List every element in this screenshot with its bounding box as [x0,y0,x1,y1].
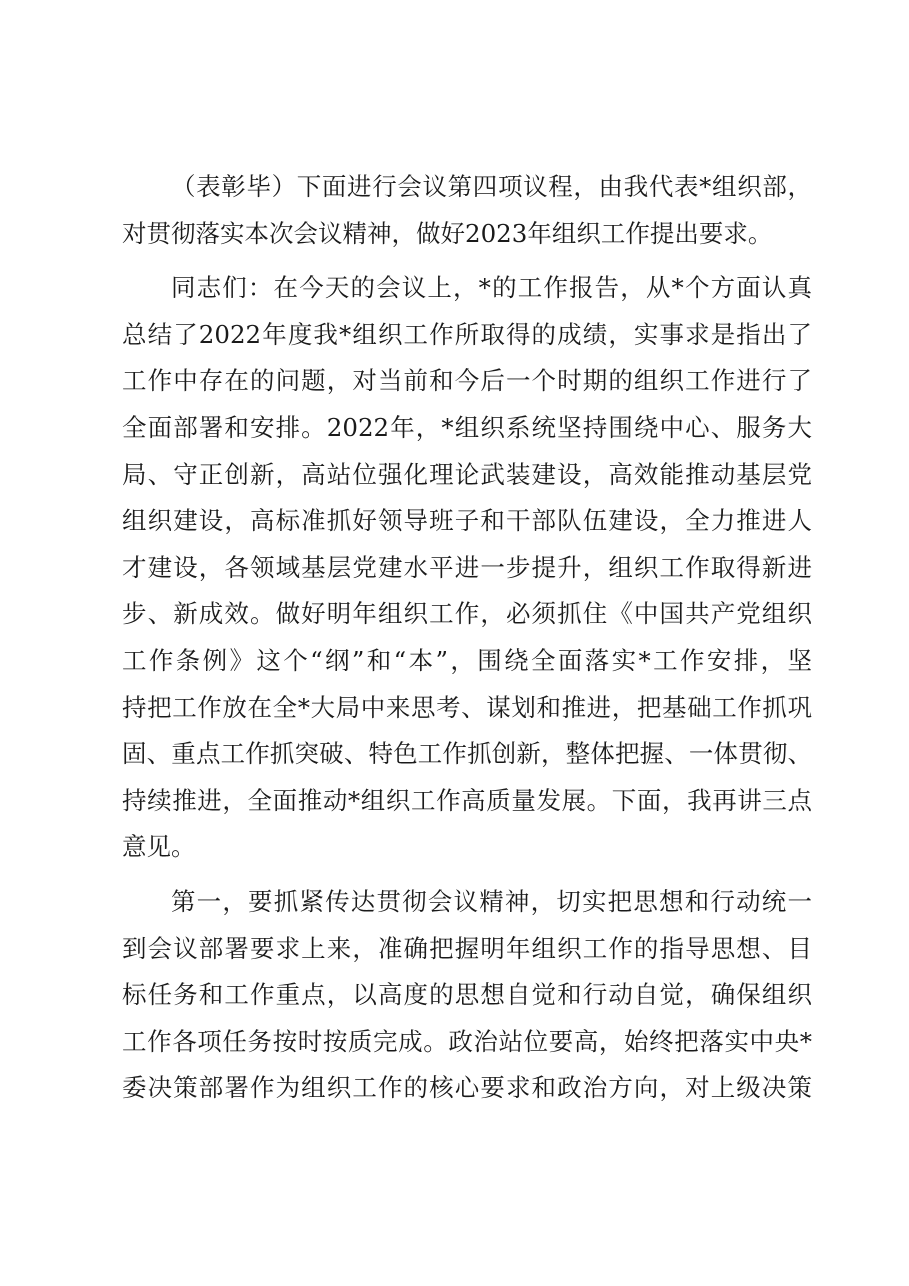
text-line: （表彰毕）下面进行会议第四项议程，由我代表*组织部， [171,172,812,201]
paragraph-agenda [122,164,812,257]
text-line: 意见。 [122,832,196,862]
paragraph-summary [122,265,812,871]
document-body [122,164,812,1112]
text-line: 同志们：在今天的会议上，*的工作报告，从*个方面认真 [171,273,812,303]
text-line: 总结了2022年度我*组织工作所取得的成绩，实事求是指出了 [122,319,812,349]
text-line: 委决策部署作为组织工作的核心要求和政治方向，对上级决策 [122,1073,812,1103]
text-line: 局、守正创新，高站位强化理论武装建设，高效能推动基层党 [122,459,812,489]
text-line: 才建设，各领域基层党建水平进一步提升，组织工作取得新进 [122,552,812,582]
text-line: 组织建设，高标准抓好领导班子和干部队伍建设，全力推进人 [122,506,812,536]
text-line: 持续推进，全面推动*组织工作高质量发展。下面，我再讲三点 [122,785,812,815]
paragraph-first-point [122,879,812,1112]
text-line: 工作各项任务按时按质完成。政治站位要高，始终把落实中央* [122,1026,812,1056]
text-line: 对贯彻落实本次会议精神，做好2023年组织工作提出要求。 [122,218,773,248]
text-line: 固、重点工作抓突破、特色工作抓创新，整体把握、一体贯彻、 [122,739,812,769]
text-line: 持把工作放在全*大局中来思考、谋划和推进，把基础工作抓巩 [122,692,812,722]
text-line: 步、新成效。做好明年组织工作，必须抓住《中国共产党组织 [122,599,812,629]
text-line: 全面部署和安排。2022年，*组织系统坚持围绕中心、服务大 [122,412,812,442]
text-line: 第一，要抓紧传达贯彻会议精神，切实把思想和行动统一 [171,886,812,916]
text-line: 工作中存在的问题，对当前和今后一个时期的组织工作进行了 [122,366,812,396]
text-line: 到会议部署要求上来，准确把握明年组织工作的指导思想、目 [122,933,812,963]
text-line: 标任务和工作重点，以高度的思想自觉和行动自觉，确保组织 [122,980,812,1010]
text-line: 工作条例》这个“纲”和“本”，围绕全面落实*工作安排，坚 [122,645,812,675]
